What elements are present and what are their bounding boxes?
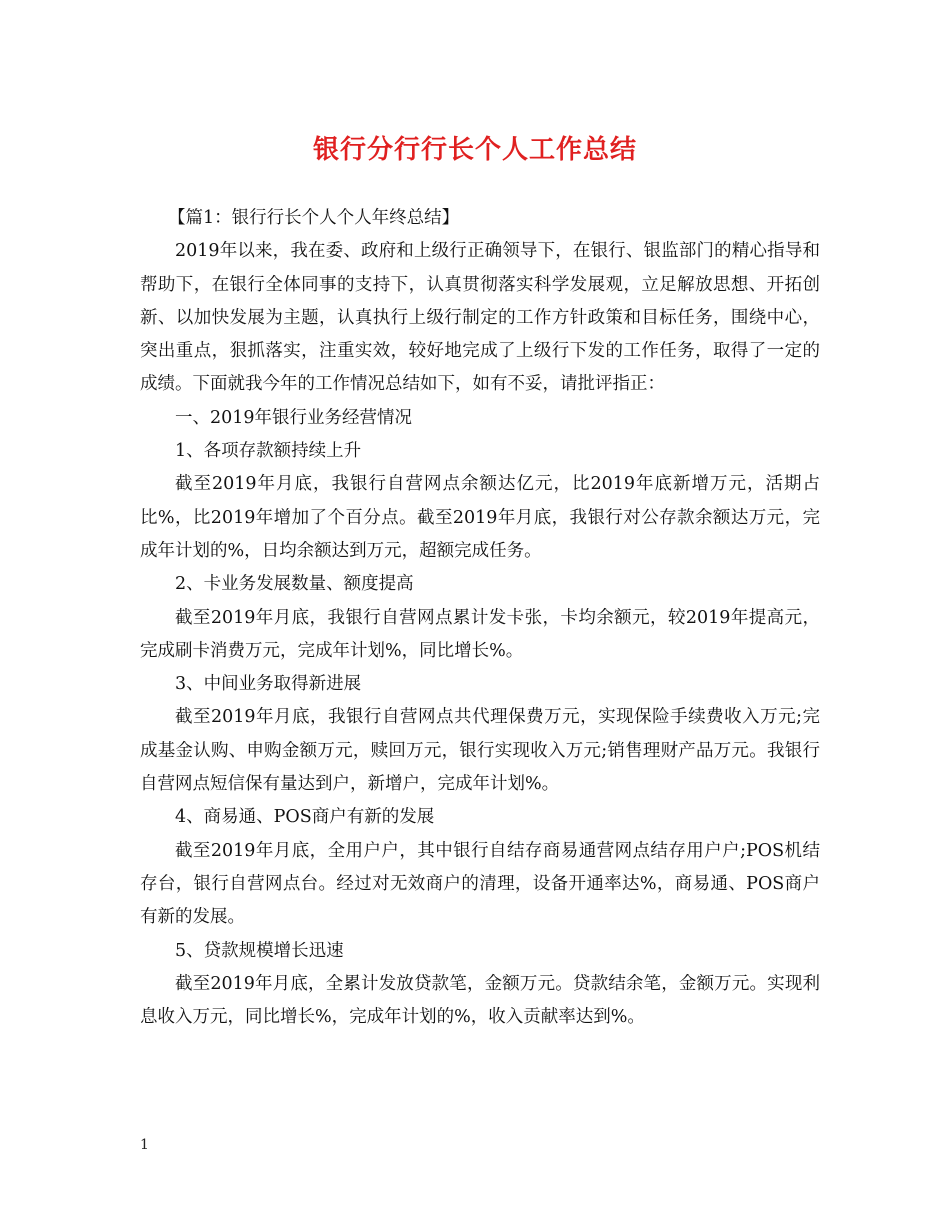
- subsection-heading: 1、各项存款额持续上升: [175, 441, 362, 462]
- body-paragraph: 截至2019年月底，我银行自营网点累计发卡张，卡均余额元，较2019年提高元，完成刷卡消费万元，完成年计划%，同比增长%。: [140, 607, 820, 661]
- section-heading: 【篇1：银行行长个人个人年终总结】: [168, 208, 460, 228]
- page-number: 1: [140, 1137, 149, 1153]
- subsection-heading: 3、中间业务取得新进展: [175, 674, 362, 695]
- body-paragraph: 截至2019年月底，我银行自营网点共代理保费万元，实现保险手续费收入万元;完成基金认购、申购金额万元，赎回万元，银行实现收入万元;销售理财产品万元。我银行自营网点短信保有量达到户，新增户，完成年计划%。: [140, 707, 820, 795]
- subsection-heading: 2、卡业务发展数量、额度提高: [175, 574, 414, 595]
- section-heading: 一、2019年银行业务经营情况: [175, 407, 413, 428]
- document-title: 银行分行行长个人工作总结: [312, 135, 637, 165]
- body-paragraph: 2019年以来，我在委、政府和上级行正确领导下，在银行、银监部门的精心指导和帮助下，在银行全体同事的支持下，认真贯彻落实科学发展观，立足解放思想、开拓创新、以加快发展为主题，认真执行上级行制定的工作方针政策和目标任务，围绕中心，突出重点，狠抓落实，注重实效，较好地完成了上级行下发的工作任务，取得了一定的成绩。下面就我今年的工作情况总结如下，如有不妥，请批评指正：: [140, 241, 820, 395]
- body-paragraph: 截至2019年月底，全累计发放贷款笔，金额万元。贷款结余笔，金额万元。实现利息收入万元，同比增长%，完成年计划的%，收入贡献率达到%。: [140, 973, 820, 1028]
- body-paragraph: 截至2019年月底，全用户户，其中银行自结存商易通营网点结存用户户;POS机结存台，银行自营网点台。经过对无效商户的清理，设备开通率达%，商易通、POS商户有新的发展。: [140, 840, 820, 928]
- subsection-heading: 4、商易通、POS商户有新的发展: [175, 807, 435, 828]
- body-paragraph: 截至2019年月底，我银行自营网点余额达亿元，比2019年底新增万元，活期占比%，比2019年增加了个百分点。截至2019年月底，我银行对公存款余额达万元，完成年计划的%，日均余额达到万元，超额完成任务。: [140, 474, 820, 561]
- document-body: [140, 202, 820, 1034]
- subsection-heading: 5、贷款规模增长迅速: [175, 940, 344, 961]
